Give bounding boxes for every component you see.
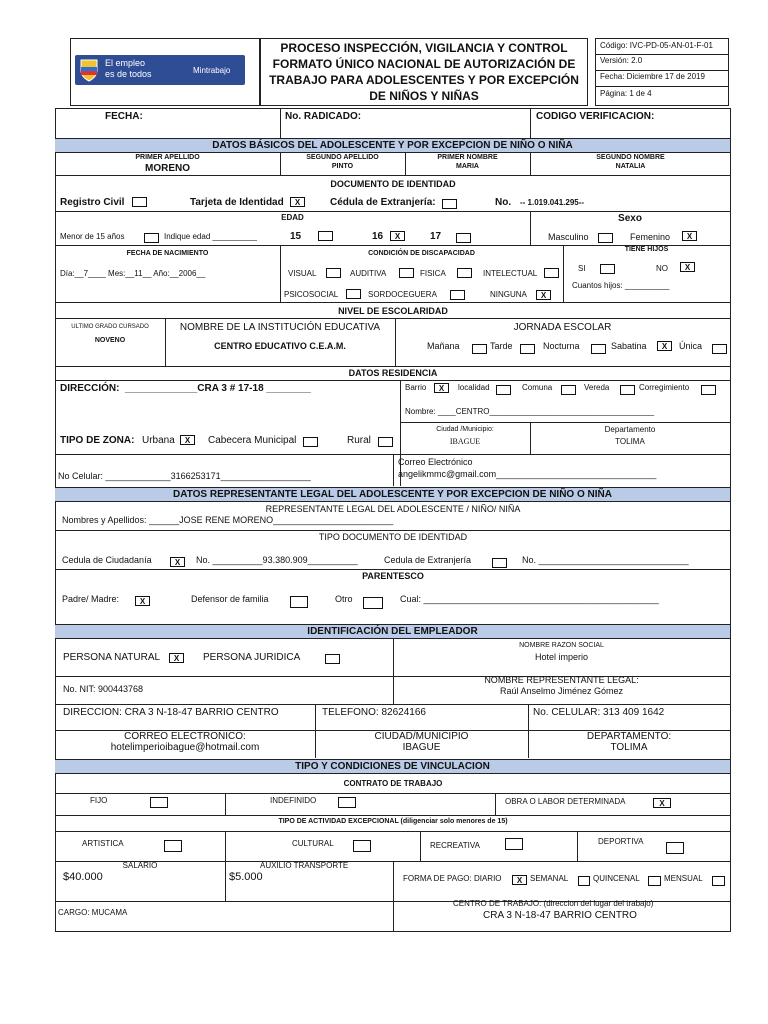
section-datos-basicos: DATOS BÁSICOS DEL ADOLESCENTE Y POR EXCEPCION DE NIÑO O NIÑA bbox=[55, 138, 730, 153]
ultimo-grado-value: NOVENO bbox=[94, 337, 126, 344]
version: Versión: 2.0 bbox=[600, 56, 643, 65]
departamento-value: TOLIMA bbox=[615, 437, 645, 446]
segundo-apellido-label: SEGUNDO APELLIDO bbox=[306, 154, 379, 161]
masculino-label: Masculino bbox=[548, 232, 589, 242]
edad-label: EDAD bbox=[281, 213, 304, 222]
localidad-label: localidad bbox=[458, 383, 490, 392]
cabecera-label: Cabecera Municipal bbox=[208, 435, 297, 446]
vereda-label: Vereda bbox=[584, 383, 610, 392]
hijos-no-checkbox[interactable]: X bbox=[680, 262, 695, 272]
direccion-label: DIRECCIÓN: bbox=[60, 383, 120, 394]
psicosocial-checkbox[interactable] bbox=[346, 289, 361, 299]
cuantos-hijos: Cuantos hijos: __________ bbox=[572, 281, 670, 290]
codigo-verificacion-label: CODIGO VERIFICACION: bbox=[536, 111, 655, 122]
barrio-label: Barrio bbox=[405, 383, 427, 392]
ciudad-label: Ciudad /Municipio: bbox=[436, 426, 494, 433]
menor-15-checkbox[interactable] bbox=[144, 233, 159, 243]
sabatina-label: Sabatina bbox=[611, 341, 647, 351]
rural-label: Rural bbox=[347, 435, 371, 446]
edad-15-label: 15 bbox=[290, 231, 302, 242]
corregimiento-checkbox[interactable] bbox=[701, 385, 716, 395]
artistica-label: ARTISTICA bbox=[82, 839, 124, 848]
coat-of-arms-icon bbox=[78, 58, 100, 82]
departamento-label: Departamento bbox=[604, 425, 656, 434]
correo-empleador-value: hotelimperioibague@hotmail.com bbox=[110, 742, 260, 753]
menor-15-label: Menor de 15 años bbox=[60, 232, 125, 241]
residencia-label: DATOS RESIDENCIA bbox=[348, 368, 438, 378]
edad-16-checkbox[interactable]: X bbox=[390, 231, 405, 241]
rep-nombres: Nombres y Apellidos: ______JOSE RENE MORENO________________________ bbox=[62, 515, 394, 525]
institucion-label: NOMBRE DE LA INSTITUCIÓN EDUCATIVA bbox=[179, 322, 381, 333]
defensor-label: Defensor de familia bbox=[191, 594, 269, 604]
localidad-checkbox[interactable] bbox=[496, 385, 511, 395]
edad-16-label: 16 bbox=[372, 231, 384, 242]
cedula-ciudadania-label: Cedula de Ciudadanía bbox=[62, 555, 152, 565]
primer-apellido-value: MORENO bbox=[145, 163, 190, 174]
femenino-label: Femenino bbox=[630, 232, 671, 242]
cedula-extranjeria-rep-checkbox[interactable] bbox=[492, 558, 507, 568]
padre-madre-checkbox[interactable]: X bbox=[135, 596, 150, 606]
cedula-ciudadania-checkbox[interactable]: X bbox=[170, 557, 185, 567]
intelectual-label: INTELECTUAL bbox=[483, 269, 538, 278]
tarjeta-identidad-checkbox[interactable]: X bbox=[290, 197, 305, 207]
cultural-label: CULTURAL bbox=[292, 839, 334, 848]
comuna-label: Comuna bbox=[522, 383, 553, 392]
primer-apellido-label: PRIMER APELLIDO bbox=[135, 154, 200, 161]
ninguna-label: NINGUNA bbox=[490, 290, 527, 299]
fisica-checkbox[interactable] bbox=[457, 268, 472, 278]
unica-checkbox[interactable] bbox=[712, 344, 727, 354]
razon-social-value: Hotel imperio bbox=[534, 652, 589, 662]
deportiva-checkbox[interactable] bbox=[666, 842, 684, 854]
indique-edad: Indique edad __________ bbox=[164, 232, 257, 241]
tarde-checkbox[interactable] bbox=[520, 344, 535, 354]
cual-value: Cual: _______________________________________________ bbox=[400, 594, 659, 604]
otro-label: Otro bbox=[335, 594, 353, 604]
indefinido-checkbox[interactable] bbox=[338, 797, 356, 808]
vereda-checkbox[interactable] bbox=[620, 385, 635, 395]
fecha-nacimiento-label: FECHA DE NACIMIENTO bbox=[126, 250, 209, 257]
salario-value: $40.000 bbox=[63, 871, 103, 883]
sordoceguera-label: SORDOCEGUERA bbox=[368, 290, 437, 299]
mensual-checkbox[interactable] bbox=[712, 876, 725, 886]
cedula-extranjeria-label: Cédula de Extranjería: bbox=[330, 197, 436, 208]
logo-brand: Mintrabajo bbox=[193, 66, 231, 75]
persona-juridica-checkbox[interactable] bbox=[325, 654, 340, 664]
edad-15-checkbox[interactable] bbox=[318, 231, 333, 241]
tarde-label: Tarde bbox=[490, 341, 513, 351]
contrato-label: CONTRATO DE TRABAJO bbox=[343, 779, 443, 788]
primer-nombre-value: MARIA bbox=[456, 163, 479, 170]
no-doc-value: -- 1.019.041.295-- bbox=[520, 198, 585, 207]
registro-civil-checkbox[interactable] bbox=[132, 197, 147, 207]
tarjeta-identidad-label: Tarjeta de Identidad bbox=[190, 197, 284, 208]
rep-legal-label: NOMBRE REPRESENTANTE LEGAL: bbox=[484, 675, 639, 685]
ciudad-empleador-value: IBAGUE bbox=[402, 742, 441, 753]
actividad-label: TIPO DE ACTIVIDAD EXCEPCIONAL (diligenciar solo menores de 15) bbox=[278, 818, 508, 825]
segundo-nombre-label: SEGUNDO NOMBRE bbox=[596, 154, 665, 161]
cedula-extranjeria-rep-label: Cedula de Extranjería bbox=[384, 555, 472, 565]
indefinido-label: INDEFINIDO bbox=[270, 796, 317, 805]
radicado-label: No. RADICADO: bbox=[285, 111, 362, 122]
hijos-no-label: NO bbox=[656, 264, 668, 273]
visual-checkbox[interactable] bbox=[326, 268, 341, 278]
no-doc-label: No. bbox=[495, 197, 512, 208]
cedula-extranjeria-checkbox[interactable] bbox=[442, 199, 457, 209]
sabatina-checkbox[interactable]: X bbox=[657, 341, 672, 351]
rural-checkbox[interactable] bbox=[378, 437, 393, 447]
nocturna-label: Nocturna bbox=[543, 341, 580, 351]
correo-empleador-label: CORREO ELECTRONICO: bbox=[124, 731, 246, 742]
ciudad-value: IBAGUE bbox=[449, 437, 481, 446]
nombre-barrio: Nombre: ____CENTRO_____________________________________ bbox=[405, 407, 655, 416]
recreativa-checkbox[interactable] bbox=[505, 838, 523, 850]
ninguna-checkbox[interactable]: X bbox=[536, 290, 551, 300]
hijos-si-checkbox[interactable] bbox=[600, 264, 615, 274]
segundo-nombre-value: NATALIA bbox=[615, 163, 646, 170]
tiene-hijos-label: TIENE HIJOS bbox=[624, 246, 669, 253]
fisica-label: FISICA bbox=[420, 269, 446, 278]
nocturna-checkbox[interactable] bbox=[591, 344, 606, 354]
femenino-checkbox[interactable]: X bbox=[682, 231, 697, 241]
manana-label: Mañana bbox=[427, 341, 460, 351]
discapacidad-label: CONDICIÓN DE DISCAPACIDAD bbox=[368, 250, 475, 257]
celular-value: No Celular: _____________3166253171__________________ bbox=[58, 471, 311, 481]
otro-checkbox[interactable] bbox=[363, 597, 383, 609]
celular-empleador: No. CELULAR: 313 409 1642 bbox=[533, 707, 665, 718]
section-vinculacion: TIPO Y CONDICIONES DE VINCULACION bbox=[55, 759, 730, 774]
jornada-label: JORNADA ESCOLAR bbox=[513, 322, 612, 333]
persona-juridica-label: PERSONA JURIDICA bbox=[203, 652, 301, 663]
escolaridad-label: NIVEL DE ESCOLARIDAD bbox=[338, 306, 448, 316]
logo-text-1: El empleo bbox=[105, 58, 146, 68]
deportiva-label: DEPORTIVA bbox=[598, 837, 644, 846]
barrio-checkbox[interactable]: X bbox=[434, 383, 449, 393]
ministry-logo bbox=[75, 55, 245, 85]
auxilio-value: $5.000 bbox=[229, 871, 263, 883]
parentesco-label: PARENTESCO bbox=[362, 571, 424, 581]
ciudad-empleador-label: CIUDAD/MUNICIPIO bbox=[374, 731, 469, 742]
comuna-checkbox[interactable] bbox=[561, 385, 576, 395]
edad-17-checkbox[interactable] bbox=[456, 233, 471, 243]
artistica-checkbox[interactable] bbox=[164, 840, 182, 852]
unica-label: Única bbox=[679, 341, 703, 351]
hijos-si-label: SI bbox=[578, 264, 586, 273]
visual-label: VISUAL bbox=[288, 269, 317, 278]
persona-natural-label: PERSONA NATURAL bbox=[63, 652, 161, 663]
mensual-label: MENSUAL bbox=[664, 874, 703, 883]
section-representante: DATOS REPRESENTANTE LEGAL DEL ADOLESCENTE Y POR EXCEPCION DE NIÑO O NIÑA bbox=[55, 487, 730, 502]
recreativa-label: RECREATIVA bbox=[430, 841, 480, 850]
intelectual-checkbox[interactable] bbox=[544, 268, 559, 278]
corregimiento-label: Corregimiento bbox=[639, 383, 690, 392]
departamento-empleador-label: DEPARTAMENTO: bbox=[586, 731, 672, 742]
padre-madre-label: Padre/ Madre: bbox=[62, 594, 120, 604]
fecha-doc: Fecha: Diciembre 17 de 2019 bbox=[600, 72, 705, 81]
urbana-label: Urbana bbox=[142, 435, 175, 446]
semanal-checkbox[interactable] bbox=[578, 876, 590, 886]
no-ce-value: No. ______________________________ bbox=[522, 555, 689, 565]
fijo-label: FIJO bbox=[90, 796, 108, 805]
edad-17-label: 17 bbox=[430, 231, 442, 242]
no-cc-value: No. __________93.380.909__________ bbox=[196, 555, 358, 565]
tipo-zona-label: TIPO DE ZONA: bbox=[60, 435, 135, 446]
persona-natural-checkbox[interactable]: X bbox=[169, 653, 184, 663]
sordoceguera-checkbox[interactable] bbox=[450, 290, 465, 300]
salario-label: SALARIO bbox=[122, 861, 158, 870]
urbana-checkbox[interactable]: X bbox=[180, 435, 195, 445]
fecha-label: FECHA: bbox=[105, 111, 143, 122]
obra-labor-label: OBRA O LABOR DETERMINADA bbox=[505, 797, 626, 806]
fijo-checkbox[interactable] bbox=[150, 797, 168, 808]
codigo: Código: IVC-PD-05-AN-01-F-01 bbox=[600, 41, 713, 50]
logo-text-2: es de todos bbox=[105, 69, 152, 79]
telefono-empleador: TELEFONO: 82624166 bbox=[322, 707, 426, 718]
correo-label: Correo Electrónico bbox=[398, 457, 473, 467]
direccion-empleador: DIRECCION: CRA 3 N-18-47 BARRIO CENTRO bbox=[63, 707, 279, 718]
rep-label: REPRESENTANTE LEGAL DEL ADOLESCENTE / NIÑO/ NIÑA bbox=[265, 504, 521, 514]
razon-social-label: NOMBRE RAZON SOCIAL bbox=[519, 642, 604, 649]
quincenal-label: QUINCENAL bbox=[593, 874, 640, 883]
cultural-checkbox[interactable] bbox=[353, 840, 371, 852]
section-empleador: IDENTIFICACIÓN DEL EMPLEADOR bbox=[55, 624, 730, 639]
documento-label: DOCUMENTO DE IDENTIDAD bbox=[330, 179, 456, 189]
centro-trabajo-value: CRA 3 N-18-47 BARRIO CENTRO bbox=[483, 910, 637, 921]
pagina: Página: 1 de 4 bbox=[600, 89, 652, 98]
direccion-value: _____________CRA 3 # 17-18 ________ bbox=[125, 383, 311, 394]
form-title: PROCESO INSPECCIÓN, VIGILANCIA Y CONTROL FORMATO ÚNICO NACIONAL DE AUTORIZACIÓN DE TRABAJO PARA ADOLESCENTES Y POR EXCEPCIÓN DE NIÑOS Y NIÑAS bbox=[269, 41, 579, 103]
cargo-value: CARGO: MUCAMA bbox=[58, 908, 128, 917]
psicosocial-label: PSICOSOCIAL bbox=[284, 290, 339, 299]
quincenal-checkbox[interactable] bbox=[648, 876, 661, 886]
masculino-checkbox[interactable] bbox=[598, 233, 613, 243]
sexo-label: Sexo bbox=[618, 213, 642, 224]
centro-trabajo-label: CENTRO DE TRABAJO: (direccion del lugar del trabajo) bbox=[453, 899, 654, 908]
registro-civil-label: Registro Civil bbox=[60, 197, 125, 208]
rep-legal-value: Raúl Anselmo Jiménez Gómez bbox=[499, 686, 624, 696]
auditiva-checkbox[interactable] bbox=[399, 268, 414, 278]
nit-value: No. NIT: 900443768 bbox=[63, 684, 144, 694]
semanal-label: SEMANAL bbox=[530, 874, 569, 883]
forma-pago-label: FORMA DE PAGO: DIARIO bbox=[403, 874, 502, 883]
correo-value: angelikmmc@gmail.com________________________________ bbox=[398, 469, 657, 479]
tipo-doc-label: TIPO DOCUMENTO DE IDENTIDAD bbox=[318, 532, 468, 542]
diario-checkbox[interactable]: X bbox=[512, 875, 527, 885]
departamento-empleador-value: TOLIMA bbox=[610, 742, 648, 753]
cabecera-checkbox[interactable] bbox=[303, 437, 318, 447]
fecha-nacimiento-value: Día:__7____ Mes:__11__ Año:__2006__ bbox=[60, 269, 206, 278]
auditiva-label: AUDITIVA bbox=[350, 269, 387, 278]
ultimo-grado-label: ULTIMO GRADO CURSADO bbox=[71, 324, 149, 330]
institucion-value: CENTRO EDUCATIVO C.E.A.M. bbox=[214, 341, 346, 351]
auxilio-label: AUXILIO TRANSPORTE bbox=[260, 861, 349, 870]
primer-nombre-label: PRIMER NOMBRE bbox=[437, 154, 498, 161]
manana-checkbox[interactable] bbox=[472, 344, 487, 354]
defensor-checkbox[interactable] bbox=[290, 596, 308, 608]
segundo-apellido-value: PINTO bbox=[331, 163, 354, 170]
obra-labor-checkbox[interactable]: X bbox=[653, 798, 671, 808]
